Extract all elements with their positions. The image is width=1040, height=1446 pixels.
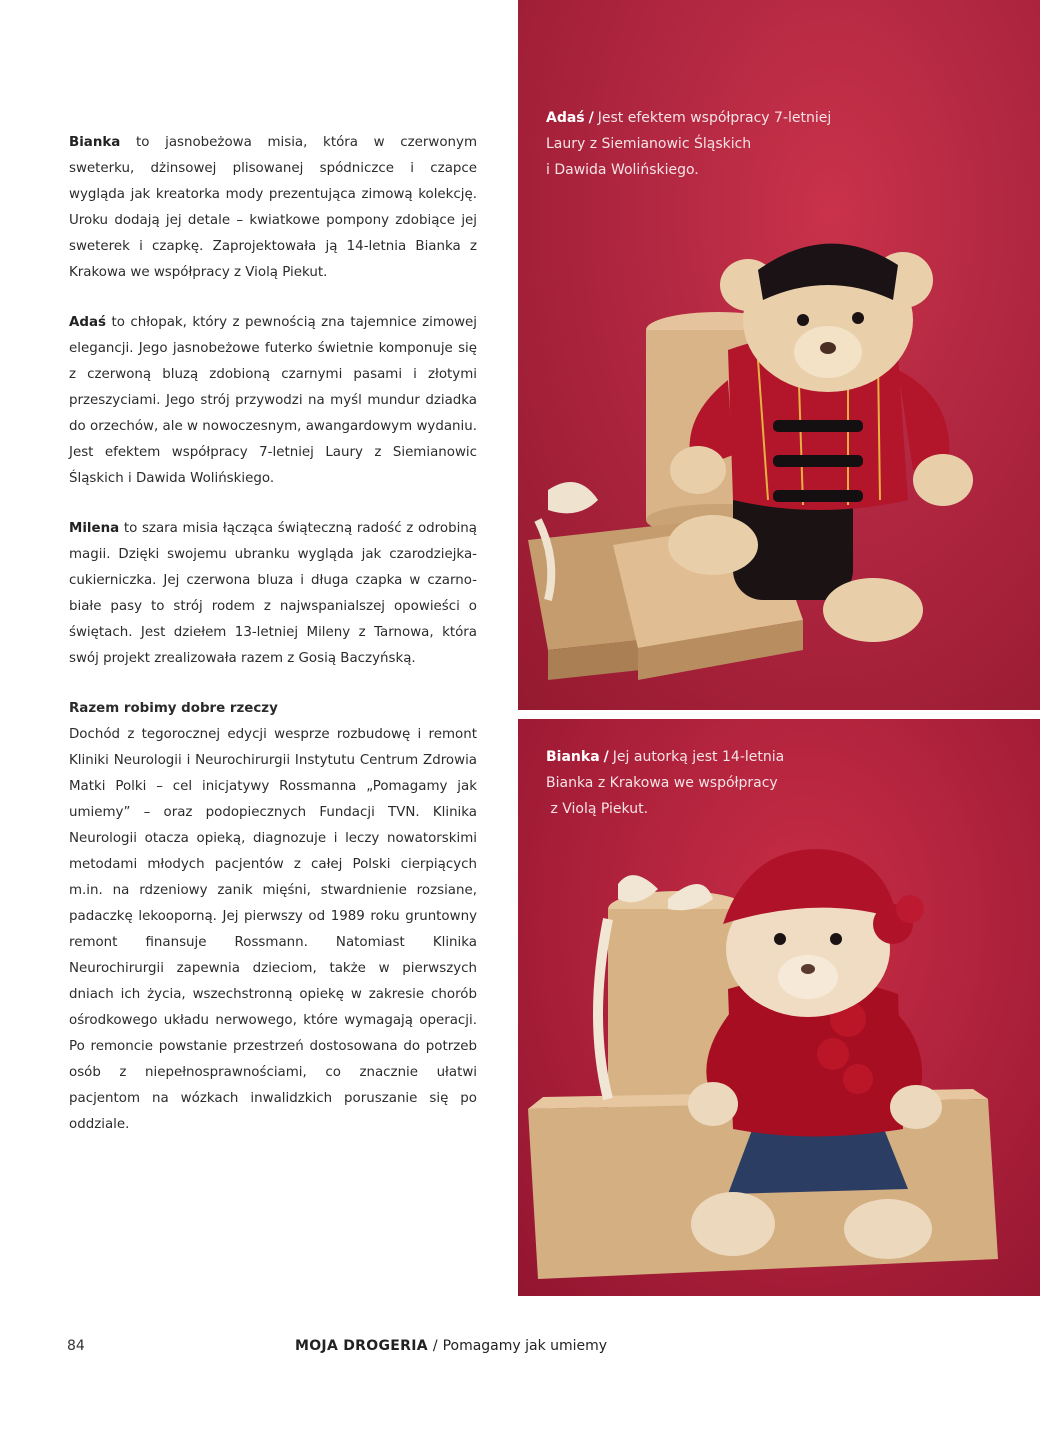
caption-text: Jest efektem współpracy 7-letniej	[597, 110, 832, 126]
caption-line: i Dawida Wolińskiego.	[546, 162, 699, 178]
footer-separator: /	[432, 1338, 438, 1354]
caption-bianka	[546, 744, 784, 822]
caption-line	[546, 744, 784, 770]
photo-adas	[518, 0, 1040, 710]
caption-line: Bianka z Krakowa we współpracy	[546, 775, 778, 791]
caption-name: Bianka	[546, 749, 600, 765]
caption-line	[546, 105, 831, 131]
paragraph-bianka	[69, 130, 477, 286]
paragraph-text: to szara misia łącząca świąteczną radość z odrobiną magii. Dzięki swojemu ubranku wygląda jak czarodziejka-cukierniczka. Jej czerwona bluza i długa czapka w czarno-białe pasy to strój rodem z najwspanialszej opowieści o świętach. Jest dziełem 13-letniej Mileny z Tarnowa, która swój projekt zrealizowała razem z Gosią Baczyńską.	[69, 521, 477, 666]
lead-name: Bianka	[69, 135, 121, 150]
caption-name: Adaś	[546, 110, 585, 126]
section-text: Dochód z tegorocznej edycji wesprze rozbudowę i remont Kliniki Neurologii i Neurochirurgii Instytutu Centrum Zdrowia Matki Polki – cel inicjatywy Rossmanna „Pomagamy jak umiemy” – oraz podopiecznych Fundacji TVN. Klinika Neurologii otacza opieką, diagnozuje i leczy nowatorskimi metodami młodych pacjentów z całej Polski cierpiących m.in. na rdzeniowy zanik mięśni, stwardnienie rozsiane, padaczkę lekooporną. Jej pierwszy od 1989 roku gruntowny remont finansuje Rossmann. Natomiast Klinika Neurochirurgii zapewnia dzieciom, także w pierwszych dniach ich życia, wszechstronną opiekę w zakresie chorób ośrodkowego układu nerwowego, które wymagają operacji. Po remoncie powstanie przestrzeń dostosowana do potrzeb osób z niepełnosprawnościami, co znacznie ułatwi pacjentom na wózkach inwalidzkich poruszanie się po oddziale.	[69, 727, 477, 1132]
paragraph-text: to jasnobeżowa misia, która w czerwonym sweterku, dżinsowej plisowanej spódniczce i czapce wygląda jak kreatorka mody prezentująca zimową kolekcję. Uroku dodają jej detale – kwiatkowe pompony zdobiące jej sweterek i czapkę. Zaprojektowała ją 14-letnia Bianka z Krakowa we współpracy z Violą Piekut.	[69, 135, 477, 280]
page-number: 84	[67, 1338, 85, 1354]
article-body	[69, 130, 477, 1138]
caption-line: Laury z Siemianowic Śląskich	[546, 136, 752, 152]
paragraph-text: to chłopak, który z pewnością zna tajemnice zimowej elegancji. Jego jasnobeżowe futerko świetnie komponuje się z czerwoną bluzą zdobioną czarnymi pasami i złotymi przeszyciami. Jego strój przywodzi na myśl mundur dziadka do orzechów, ale w nowoczesnym, awangardowym wydaniu. Jest efektem współpracy 7-letniej Laury z Siemianowic Śląskich i Dawida Wolińskiego.	[69, 315, 477, 486]
caption-text: Jej autorką jest 14-letnia	[612, 749, 785, 765]
caption-adas	[546, 105, 831, 183]
lead-name: Adaś	[69, 315, 106, 330]
lead-name: Milena	[69, 521, 120, 536]
caption-separator: /	[588, 110, 594, 126]
section-heading: Razem robimy dobre rzeczy	[69, 701, 278, 716]
footer-title	[295, 1338, 607, 1354]
paragraph-adas	[69, 310, 477, 492]
caption-separator: /	[603, 749, 609, 765]
paragraph-milena	[69, 516, 477, 672]
footer-section: Pomagamy jak umiemy	[442, 1338, 608, 1354]
footer-brand: MOJA DROGERIA	[295, 1338, 428, 1354]
caption-line: z Violą Piekut.	[546, 801, 649, 817]
photo-bianka	[518, 719, 1040, 1296]
page-footer	[0, 1338, 1040, 1362]
